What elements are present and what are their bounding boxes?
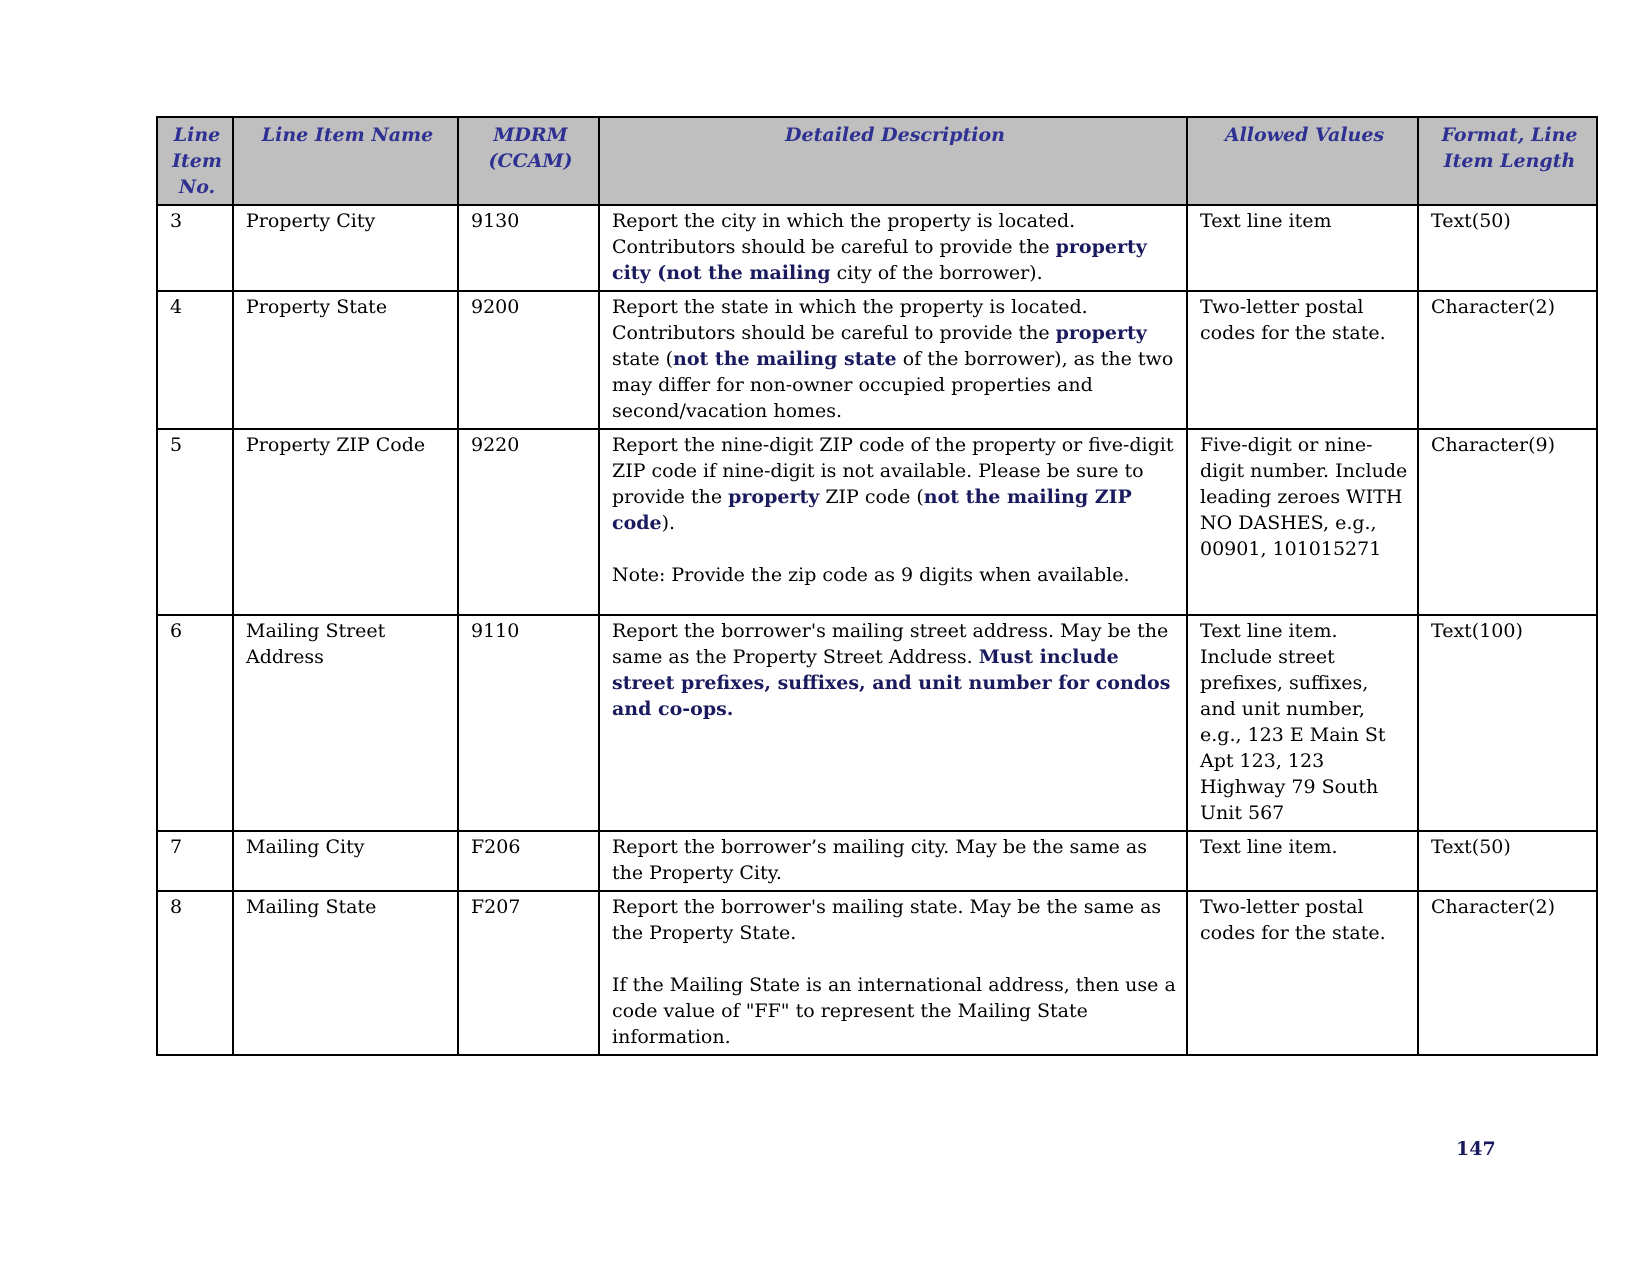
line-item-name: Property City [233,205,458,291]
description-emphasis: not the mailing ZIP code [612,486,1132,534]
description-text: ). [661,512,676,534]
format-length: Text(100) [1418,615,1597,831]
mdrm-code: 9130 [458,205,599,291]
line-item-no: 6 [157,615,233,831]
allowed-values: Two-letter postal codes for the state. [1187,891,1418,1055]
line-item-name: Property ZIP Code [233,429,458,615]
line-item-name: Mailing Street Address [233,615,458,831]
detailed-description [599,891,1187,1055]
format-length: Text(50) [1418,205,1597,291]
description-text: If the Mailing State is an international address, then use a code value of "FF" to represent the Mailing State information. [612,974,1176,1048]
detailed-description [599,615,1187,831]
description-text: city of the borrower). [830,262,1043,284]
detailed-description: Report the borrower’s mailing city. May be the same as the Property City. [599,831,1187,891]
description-emphasis: not the mailing state [673,348,897,370]
table-row [157,291,1597,429]
description-note: Note: Provide the zip code as 9 digits when available. [612,564,1130,586]
allowed-values: Two-letter postal codes for the state. [1187,291,1418,429]
detailed-description [599,429,1187,615]
table-header-row [157,117,1597,205]
format-length: Character(2) [1418,291,1597,429]
description-text: Report the city in which the property is located. Contributors should be careful to provide the [612,210,1076,258]
table-row [157,831,1597,891]
line-item-name: Mailing State [233,891,458,1055]
mdrm-code: F206 [458,831,599,891]
header-format-length: Format, Line Item Length [1418,117,1597,205]
format-length: Character(9) [1418,429,1597,615]
header-line-item-name: Line Item Name [233,117,458,205]
description-text: Report the borrower's mailing state. May be the same as the Property State. [612,896,1162,944]
format-length: Text(50) [1418,831,1597,891]
line-item-no: 3 [157,205,233,291]
line-item-no: 8 [157,891,233,1055]
table-row [157,429,1597,615]
allowed-values: Text line item. [1187,831,1418,891]
description-emphasis: Must include street prefixes, suffixes, and unit number for condos and co-ops. [612,646,1171,720]
mdrm-code: F207 [458,891,599,1055]
description-text: of the borrower), as the two may differ for non-owner occupied properties and second/vacation homes. [612,348,1174,422]
line-item-name: Property State [233,291,458,429]
header-detailed-description: Detailed Description [599,117,1187,205]
description-text: ZIP code ( [819,486,924,508]
allowed-values: Text line item. Include street prefixes, suffixes, and unit number, e.g., 123 E Main St Apt 123, 123 Highway 79 South Unit 567 [1187,615,1418,831]
detailed-description [599,205,1187,291]
table-row [157,205,1597,291]
description-emphasis: property [728,486,820,508]
line-item-name: Mailing City [233,831,458,891]
line-item-no: 5 [157,429,233,615]
format-length: Character(2) [1418,891,1597,1055]
header-allowed-values: Allowed Values [1187,117,1418,205]
header-line-item-no: Line Item No. [157,117,233,205]
page-number: 147 [1456,1138,1496,1160]
description-text: state ( [612,348,674,370]
mdrm-code: 9200 [458,291,599,429]
mdrm-code: 9110 [458,615,599,831]
header-mdrm: MDRM (CCAM) [458,117,599,205]
description-emphasis: property city (not the mailing [612,236,1147,284]
line-item-no: 7 [157,831,233,891]
allowed-values: Five-digit or nine-digit number. Include leading zeroes WITH NO DASHES, e.g., 00901, 101015271 [1187,429,1418,615]
description-text: Report the borrower's mailing street address. May be the same as the Property Street Address. [612,620,1169,668]
mdrm-code: 9220 [458,429,599,615]
allowed-values: Text line item [1187,205,1418,291]
table-row [157,615,1597,831]
line-item-no: 4 [157,291,233,429]
line-item-spec-table [156,116,1598,1056]
description-text: Report the nine-digit ZIP code of the property or five-digit ZIP code if nine-digit is not available. Please be sure to provide the [612,434,1174,508]
table-row [157,891,1597,1055]
description-emphasis: property [1055,322,1147,344]
detailed-description [599,291,1187,429]
description-text: Report the state in which the property is located. Contributors should be careful to provide the [612,296,1088,344]
